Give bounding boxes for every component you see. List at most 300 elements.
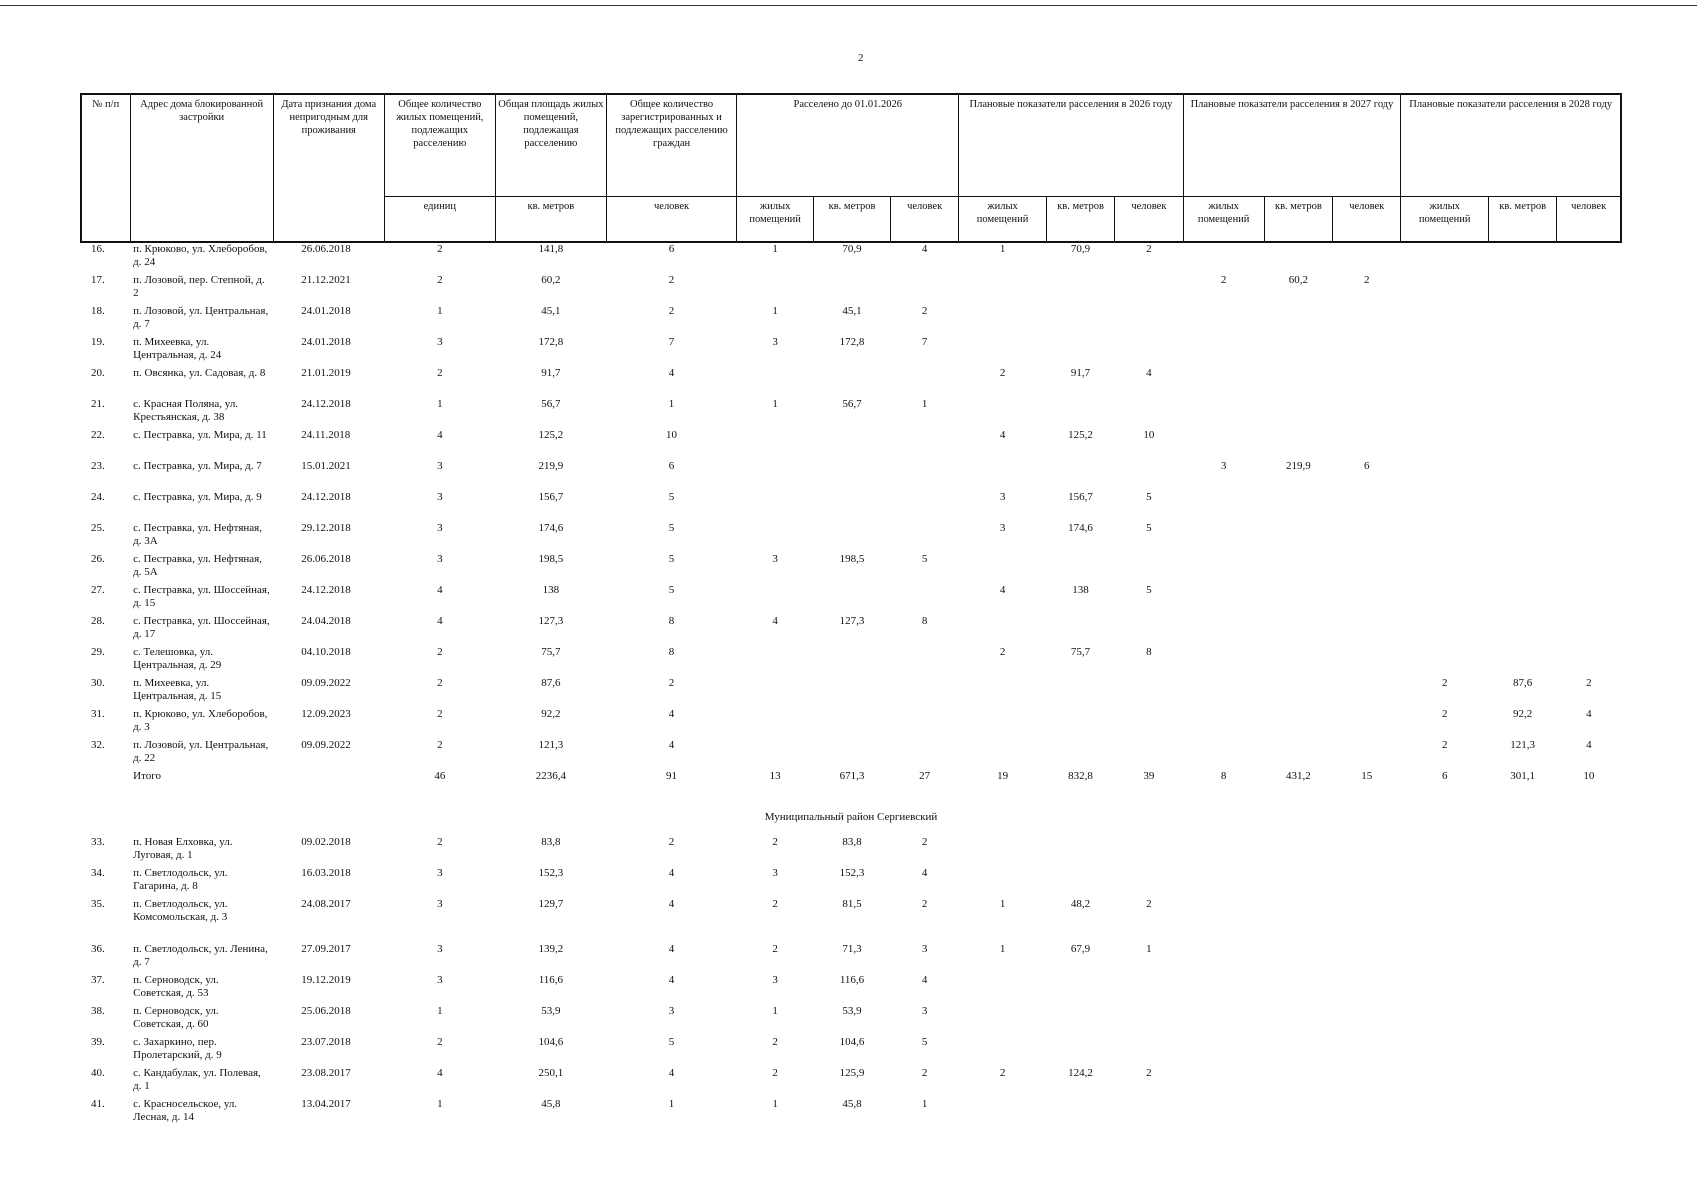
row-area-total: 156,7 [538, 491, 564, 503]
header-settled: Расселено до 01.01.2026 [737, 94, 959, 197]
row-date: 15.01.2021 [301, 460, 351, 472]
plan-2028-people [1557, 398, 1621, 429]
row-date: 25.06.2018 [301, 1005, 351, 1017]
plan-2026-people [1115, 553, 1183, 584]
settled-people [890, 491, 958, 522]
row-area-total: 91,7 [541, 367, 561, 379]
row-units-total: 2 [437, 1036, 443, 1048]
plan-2026-units [959, 836, 1047, 867]
row-people-total: 3 [668, 1005, 675, 1017]
row-number: 26. [91, 553, 105, 565]
settled-area: 45,1 [842, 305, 862, 317]
row-address: с. Пестравка, ул. Мира, д. 7 [133, 460, 262, 472]
plan-2027-people [1333, 615, 1401, 646]
plan-2027-area [1264, 398, 1332, 429]
plan-2026-people: 2 [1146, 243, 1152, 255]
row-people-total: 6 [668, 460, 675, 472]
plan-2027-people [1333, 1067, 1401, 1098]
settled-units [737, 367, 814, 398]
table-row [81, 867, 1621, 898]
table-row [81, 274, 1621, 305]
row-people-total: 4 [668, 943, 675, 955]
plan-2027-units [1183, 646, 1264, 677]
plan-2027-units [1183, 242, 1264, 274]
row-area-total: 172,8 [538, 336, 564, 348]
plan-2026-units [959, 708, 1047, 739]
settled-area: 45,8 [842, 1098, 862, 1110]
plan-2027-people: 2 [1363, 274, 1370, 286]
plan-2026-area [1046, 460, 1114, 491]
plan-2027-area: 219,9 [1286, 460, 1311, 472]
row-people-total: 8 [668, 646, 675, 658]
total-blank [273, 770, 384, 800]
plan-2028-area [1488, 242, 1556, 274]
plan-2028-area [1488, 274, 1556, 305]
plan-2027-units [1183, 553, 1264, 584]
plan-2026-people [1115, 398, 1183, 429]
row-units-total: 3 [437, 867, 443, 879]
row-number: 32. [91, 739, 105, 751]
plan-2027-units [1183, 1067, 1264, 1098]
plan-2027-people [1333, 491, 1401, 522]
settled-people: 3 [921, 943, 928, 955]
plan-2026-area: 138 [1072, 584, 1089, 596]
plan-2027-area [1264, 615, 1332, 646]
top-rule [0, 5, 1697, 6]
plan-2026-area [1046, 305, 1114, 336]
settled-people: 5 [921, 553, 928, 565]
row-units-total: 3 [437, 898, 443, 910]
settled-people: 2 [921, 836, 928, 848]
plan-2028-units: 2 [1441, 677, 1448, 689]
row-area-total: 45,8 [541, 1098, 561, 1110]
plan-2028-units [1401, 584, 1489, 615]
settled-units: 1 [772, 398, 778, 410]
row-date: 21.12.2021 [301, 274, 351, 286]
settled-units [737, 429, 814, 460]
plan-2027-people [1333, 898, 1401, 943]
row-units-total: 2 [437, 367, 443, 379]
settled-area: 127,3 [839, 615, 865, 627]
plan-2026-people [1115, 1098, 1183, 1129]
plan-2027-area [1264, 429, 1332, 460]
row-units-total: 3 [437, 460, 443, 472]
header-sub-units: жилых помещений [1401, 197, 1489, 243]
table-row [81, 584, 1621, 615]
plan-2028-people [1557, 943, 1621, 974]
plan-2026-people [1115, 1036, 1183, 1067]
row-number: 34. [91, 867, 105, 879]
plan-2028-area [1488, 867, 1556, 898]
row-address: с. Красносельское, ул. Лесная, д. 14 [133, 1098, 238, 1123]
row-number: 23. [91, 460, 105, 472]
plan-2028-units [1401, 867, 1489, 898]
plan-2028-people [1557, 242, 1621, 274]
settled-area: 83,8 [842, 836, 862, 848]
settled-area: 152,3 [839, 867, 865, 879]
row-units-total: 1 [437, 398, 443, 410]
plan-2028-people [1557, 1098, 1621, 1129]
table-row [81, 1098, 1621, 1129]
table-row [81, 677, 1621, 708]
row-area-total: 125,2 [538, 429, 564, 441]
plan-2028-people: 2 [1586, 677, 1592, 689]
settled-area [814, 522, 891, 553]
header-plan-2027: Плановые показатели расселения в 2027 году [1183, 94, 1401, 197]
settled-area [814, 646, 891, 677]
plan-2028-people [1557, 1036, 1621, 1067]
row-date: 24.12.2018 [301, 491, 351, 503]
row-number: 24. [91, 491, 105, 503]
table-row [81, 1067, 1621, 1098]
row-date: 09.09.2022 [301, 677, 351, 689]
settled-people: 2 [921, 898, 928, 910]
header-sub-people: человек [1557, 197, 1621, 243]
plan-2026-units [959, 553, 1047, 584]
plan-2028-units [1401, 836, 1489, 867]
row-units-total: 3 [437, 553, 443, 565]
table-row [81, 398, 1621, 429]
row-units-total: 3 [437, 974, 443, 986]
row-area-total: 138 [542, 584, 560, 596]
table-row [81, 242, 1621, 274]
plan-2027-people [1333, 1005, 1401, 1036]
row-people-total: 6 [668, 243, 675, 255]
row-number: 29. [91, 646, 105, 658]
plan-2026-units [959, 739, 1047, 770]
plan-2028-units [1401, 553, 1489, 584]
header-date: Дата признания дома непригодным для проживания [273, 94, 384, 242]
table-row [81, 367, 1621, 398]
plan-2027-units [1183, 615, 1264, 646]
plan-2027-area [1264, 943, 1332, 974]
row-address: с. Телешовка, ул. Центральная, д. 29 [133, 646, 222, 671]
settled-people [890, 646, 958, 677]
plan-2026-people [1115, 708, 1183, 739]
row-area-total: 198,5 [538, 553, 564, 565]
row-people-total: 2 [668, 274, 675, 286]
plan-2027-units [1183, 708, 1264, 739]
row-units-total: 4 [437, 584, 443, 596]
plan-2027-area [1264, 1098, 1332, 1129]
plan-2028-area: 87,6 [1513, 677, 1533, 689]
plan-2026-area: 70,9 [1070, 243, 1091, 255]
row-address: п. Овсянка, ул. Садовая, д. 8 [133, 367, 266, 379]
plan-2026-units: 1 [999, 898, 1006, 910]
plan-2028-area [1488, 429, 1556, 460]
plan-2027-units [1183, 336, 1264, 367]
row-area-total: 121,3 [538, 739, 564, 751]
settled-area: 116,6 [839, 974, 865, 986]
row-units-total: 4 [437, 1067, 443, 1079]
plan-2027-area [1264, 739, 1332, 770]
settled-units: 4 [772, 615, 778, 627]
plan-2026-units: 1 [999, 243, 1006, 255]
plan-2026-units: 3 [999, 522, 1006, 534]
plan-2028-area: 121,3 [1510, 739, 1536, 751]
plan-2027-people [1333, 974, 1401, 1005]
total-label: Итого [133, 770, 161, 782]
plan-2026-people [1115, 739, 1183, 770]
row-people-total: 5 [668, 491, 675, 503]
plan-2028-people [1557, 491, 1621, 522]
plan-2028-people [1557, 460, 1621, 491]
plan-2027-units [1183, 1036, 1264, 1067]
row-date: 24.04.2018 [301, 615, 351, 627]
row-units-total: 3 [437, 522, 443, 534]
settled-people [890, 584, 958, 615]
plan-2028-people [1557, 522, 1621, 553]
plan-2028-units [1401, 1098, 1489, 1129]
settled-units: 3 [772, 974, 778, 986]
row-number: 41. [91, 1098, 105, 1110]
row-address: п. Лозовой, ул. Центральная, д. 7 [133, 305, 269, 330]
plan-2028-units [1401, 646, 1489, 677]
row-address: с. Пестравка, ул. Мира, д. 9 [133, 491, 262, 503]
row-area-total: 116,6 [538, 974, 564, 986]
settled-people: 5 [921, 1036, 928, 1048]
table-row [81, 491, 1621, 522]
plan-2026-people: 8 [1146, 646, 1152, 658]
settled-people [890, 708, 958, 739]
total-row [81, 770, 1621, 800]
plan-2027-people [1333, 708, 1401, 739]
plan-2027-area [1264, 336, 1332, 367]
header-sub-people: человек [890, 197, 958, 243]
row-people-total: 4 [668, 974, 675, 986]
row-people-total: 4 [668, 367, 675, 379]
row-address: с. Пестравка, ул. Шоссейная, д. 15 [133, 584, 270, 609]
settled-area [814, 677, 891, 708]
plan-2026-units [959, 867, 1047, 898]
row-people-total: 1 [668, 398, 675, 410]
plan-2026-units [959, 460, 1047, 491]
row-people-total: 2 [668, 836, 675, 848]
row-area-total: 56,7 [541, 398, 561, 410]
plan-2028-area [1488, 1036, 1556, 1067]
settled-people [890, 522, 958, 553]
plan-2027-area [1264, 491, 1332, 522]
plan-2028-people [1557, 836, 1621, 867]
row-date: 24.08.2017 [301, 898, 351, 910]
settled-people: 4 [921, 974, 928, 986]
settled-area: 81,5 [842, 898, 862, 910]
table-row [81, 898, 1621, 943]
row-date: 26.06.2018 [301, 553, 351, 565]
settled-people: 1 [921, 398, 928, 410]
plan-2028-people [1557, 367, 1621, 398]
row-number: 28. [91, 615, 105, 627]
plan-2027-area [1264, 1067, 1332, 1098]
table-row [81, 522, 1621, 553]
plan-2028-units [1401, 429, 1489, 460]
plan-2028-area [1488, 898, 1556, 943]
row-area-total: 139,2 [538, 943, 564, 955]
settled-area [814, 460, 891, 491]
plan-2026-area [1046, 836, 1114, 867]
settled-units: 2 [772, 898, 778, 910]
plan-2027-people [1333, 646, 1401, 677]
table-row [81, 1005, 1621, 1036]
plan-2027-people [1333, 336, 1401, 367]
row-number: 36. [91, 943, 105, 955]
plan-2027-units [1183, 429, 1264, 460]
total-group-area: 301,1 [1510, 770, 1536, 782]
row-address: п. Серноводск, ул. Советская, д. 60 [133, 1005, 219, 1030]
plan-2027-units [1183, 943, 1264, 974]
plan-2028-area [1488, 491, 1556, 522]
plan-2026-area: 48,2 [1070, 898, 1091, 910]
plan-2028-units [1401, 943, 1489, 974]
row-address: п. Новая Елховка, ул. Луговая, д. 1 [133, 836, 233, 861]
plan-2028-units [1401, 1005, 1489, 1036]
row-number: 19. [91, 336, 105, 348]
row-number: 33. [91, 836, 105, 848]
row-units-total: 1 [437, 305, 443, 317]
row-number: 31. [91, 708, 105, 720]
plan-2026-area [1046, 677, 1114, 708]
settled-units [737, 460, 814, 491]
plan-2026-area: 67,9 [1070, 943, 1091, 955]
settled-area: 70,9 [842, 243, 862, 255]
plan-2028-area [1488, 553, 1556, 584]
plan-2027-area [1264, 677, 1332, 708]
total-group-people: 27 [919, 770, 931, 782]
plan-2027-units [1183, 367, 1264, 398]
settled-area: 56,7 [842, 398, 862, 410]
row-people-total: 4 [668, 898, 675, 910]
row-address: с. Пестравка, ул. Нефтяная, д. 5А [133, 553, 262, 578]
row-address: п. Крюково, ул. Хлеборобов, д. 3 [133, 708, 268, 733]
table-row [81, 553, 1621, 584]
row-date: 29.12.2018 [301, 522, 351, 534]
header-sub-units: жилых помещений [959, 197, 1047, 243]
plan-2028-people: 4 [1586, 708, 1592, 720]
header-num: № п/п [81, 94, 130, 242]
settled-people [890, 739, 958, 770]
plan-2026-units: 1 [999, 943, 1006, 955]
plan-2027-area [1264, 646, 1332, 677]
page-number: 2 [858, 52, 864, 64]
plan-2027-people [1333, 836, 1401, 867]
plan-2028-units [1401, 491, 1489, 522]
plan-2026-units: 2 [999, 646, 1006, 658]
plan-2028-units [1401, 398, 1489, 429]
plan-2027-area [1264, 836, 1332, 867]
row-number: 39. [91, 1036, 105, 1048]
settled-area: 53,9 [842, 1005, 862, 1017]
row-address: п. Светлодольск, ул. Комсомольская, д. 3 [133, 898, 228, 923]
row-people-total: 5 [668, 522, 675, 534]
row-units-total: 2 [437, 708, 443, 720]
settled-area [814, 584, 891, 615]
settled-units: 1 [772, 243, 778, 255]
row-people-total: 5 [668, 553, 675, 565]
settled-units [737, 677, 814, 708]
total-group-units: 13 [769, 770, 781, 782]
plan-2026-units [959, 274, 1047, 305]
settled-units: 2 [772, 836, 778, 848]
plan-2027-area [1264, 305, 1332, 336]
row-area-total: 152,3 [538, 867, 564, 879]
header-address: Адрес дома блокированной застройки [130, 94, 273, 242]
settled-units: 3 [772, 867, 778, 879]
plan-2026-people [1115, 836, 1183, 867]
plan-2027-units [1183, 1005, 1264, 1036]
plan-2028-people [1557, 867, 1621, 898]
row-number: 17. [91, 274, 105, 286]
row-number: 40. [91, 1067, 105, 1079]
settled-area [814, 429, 891, 460]
settled-units: 3 [772, 553, 778, 565]
plan-2028-area [1488, 836, 1556, 867]
plan-2028-units [1401, 974, 1489, 1005]
row-units-total: 4 [437, 615, 443, 627]
settled-area: 125,9 [839, 1067, 865, 1079]
plan-2027-units [1183, 1098, 1264, 1129]
row-address: п. Лозовой, ул. Центральная, д. 22 [133, 739, 269, 764]
plan-2028-area [1488, 367, 1556, 398]
settled-people: 2 [921, 305, 928, 317]
plan-2028-units [1401, 242, 1489, 274]
plan-2026-units [959, 677, 1047, 708]
plan-2026-people: 5 [1146, 491, 1152, 503]
plan-2028-units [1401, 305, 1489, 336]
row-units-total: 3 [437, 491, 443, 503]
settled-area: 198,5 [839, 553, 865, 565]
settled-units: 1 [772, 1005, 778, 1017]
plan-2026-area: 124,2 [1068, 1067, 1093, 1079]
plan-2026-area: 174,6 [1068, 522, 1093, 534]
total-group-area: 431,2 [1286, 770, 1311, 782]
plan-2026-people: 10 [1143, 429, 1155, 441]
plan-2027-units [1183, 584, 1264, 615]
table-row [81, 646, 1621, 677]
plan-2028-area [1488, 1005, 1556, 1036]
row-number: 37. [91, 974, 105, 986]
row-address: с. Пестравка, ул. Нефтяная, д. 3А [133, 522, 262, 547]
plan-2027-people [1333, 584, 1401, 615]
total-group-area: 671,3 [839, 770, 865, 782]
plan-2027-units [1183, 398, 1264, 429]
plan-2027-people [1333, 367, 1401, 398]
settled-people [890, 677, 958, 708]
plan-2027-area [1264, 1005, 1332, 1036]
plan-2027-area [1264, 367, 1332, 398]
plan-2027-area [1264, 242, 1332, 274]
header-area-total: Общая площадь жилых помещений, подлежащая расселению [495, 94, 606, 197]
row-address: с. Кандабулак, ул. Полевая, д. 1 [133, 1067, 261, 1092]
row-number: 30. [91, 677, 105, 689]
plan-2026-area [1046, 398, 1114, 429]
plan-2028-people [1557, 1005, 1621, 1036]
plan-2027-area: 60,2 [1288, 274, 1309, 286]
plan-2026-people: 2 [1146, 1067, 1152, 1079]
plan-2028-area [1488, 974, 1556, 1005]
row-date: 23.08.2017 [301, 1067, 351, 1079]
table-row [81, 1036, 1621, 1067]
settled-area: 172,8 [839, 336, 865, 348]
plan-2027-people [1333, 943, 1401, 974]
settled-units: 2 [772, 1036, 778, 1048]
plan-2027-units [1183, 974, 1264, 1005]
plan-2026-area [1046, 867, 1114, 898]
plan-2026-units: 2 [999, 1067, 1006, 1079]
plan-2028-people [1557, 898, 1621, 943]
plan-2026-people: 4 [1146, 367, 1152, 379]
header-sub-area: кв. метров [1264, 197, 1332, 243]
header-sub-people: человек [1333, 197, 1401, 243]
